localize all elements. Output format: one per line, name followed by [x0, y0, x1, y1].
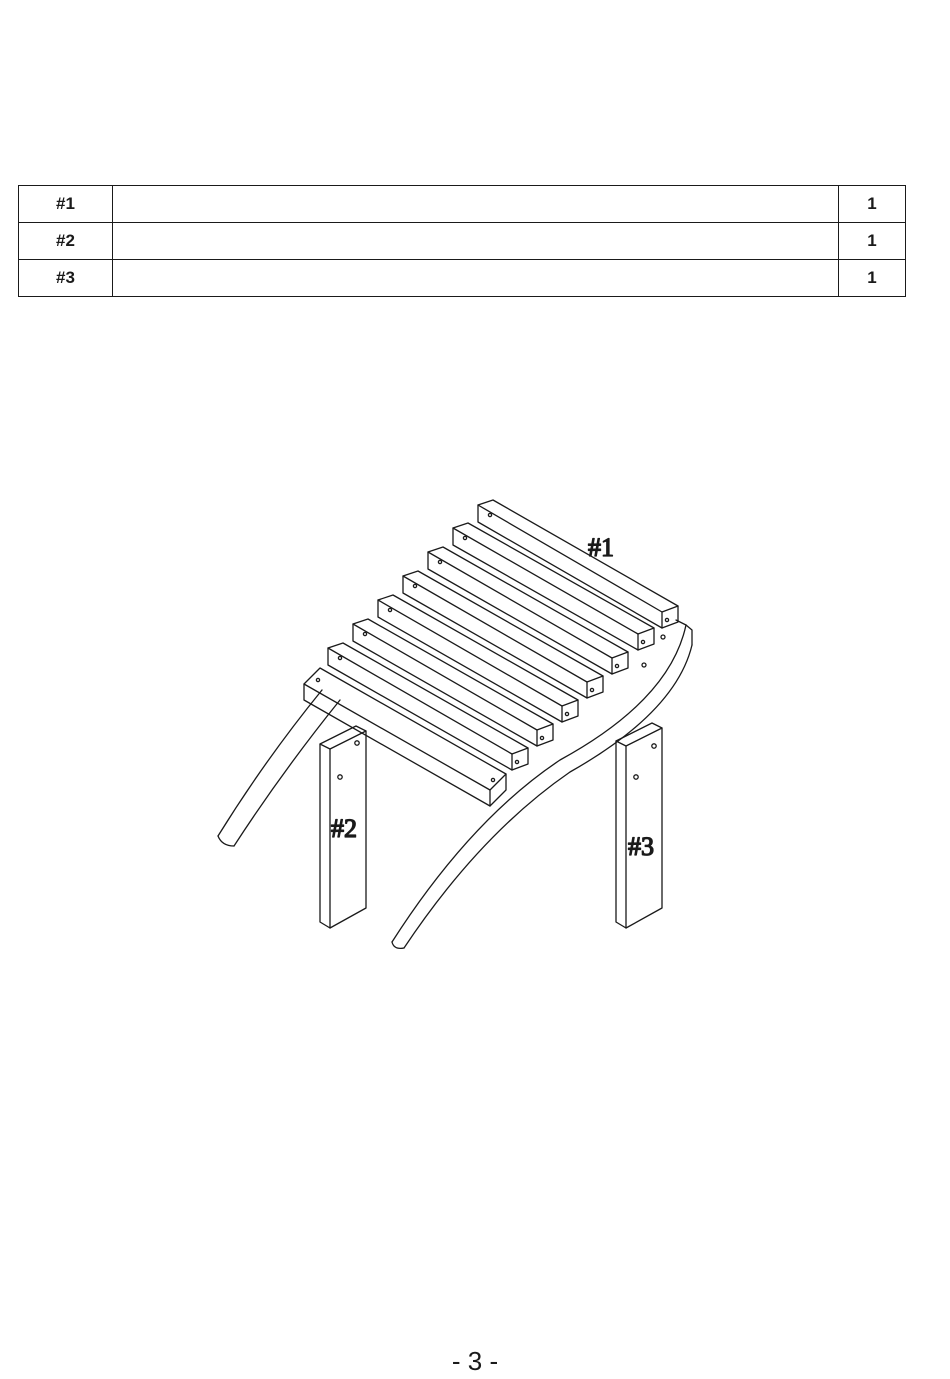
- label-part-3: #3: [628, 832, 654, 861]
- part-quantity: 1: [839, 186, 906, 223]
- slat-6: [353, 619, 553, 746]
- part-id: #3: [19, 260, 113, 297]
- page-number: - 3 -: [451, 1346, 499, 1376]
- part-quantity: 1: [839, 223, 906, 260]
- label-part-1: #1: [588, 533, 614, 562]
- part-3-leg: [616, 723, 662, 928]
- right-frame-rail: [392, 620, 692, 948]
- part-2-leg: [320, 726, 366, 928]
- slat-5: [378, 595, 578, 722]
- part-id: #2: [19, 223, 113, 260]
- slat-4: [403, 571, 603, 698]
- part-id: #1: [19, 186, 113, 223]
- slat-2: [453, 523, 654, 650]
- part-quantity: 1: [839, 260, 906, 297]
- label-part-2: #2: [331, 814, 357, 843]
- slat-7: [328, 643, 528, 770]
- slat-1: [478, 500, 678, 628]
- left-frame-rail: [218, 690, 340, 846]
- part-1-seat-frame: [218, 500, 692, 948]
